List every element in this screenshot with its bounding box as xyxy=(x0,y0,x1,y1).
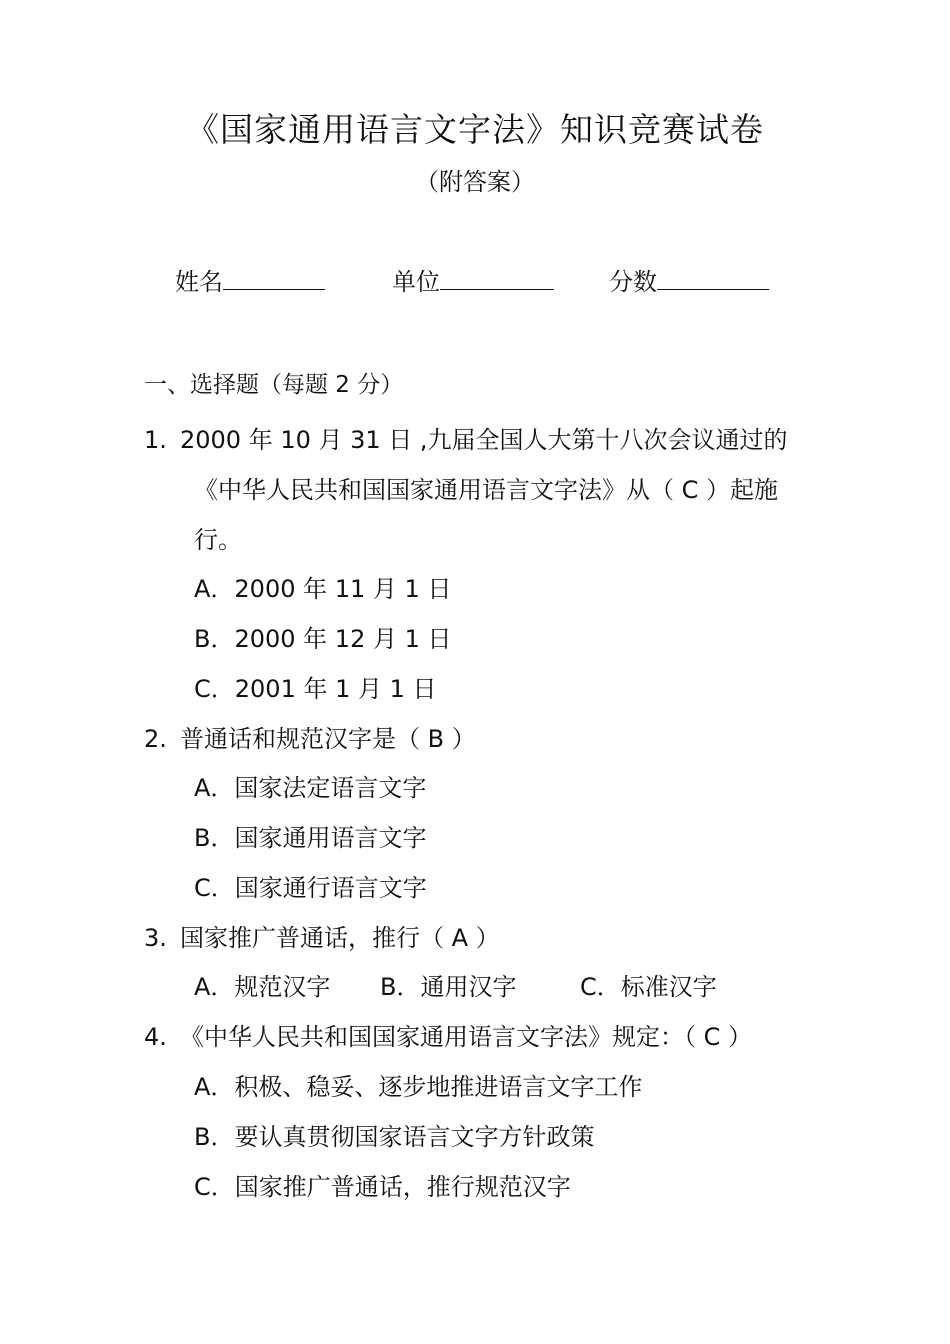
question-text: 《中华人民共和国国家通用语言文字法》规定：（ C ） xyxy=(180,1023,753,1051)
name-field xyxy=(175,262,325,297)
option-c: C．标准汉字 xyxy=(580,973,717,1001)
option-a: A．规范汉字 xyxy=(194,973,331,1001)
question-number: 1. xyxy=(144,426,167,454)
option-a: A．积极、稳妥、逐步地推进语言文字工作 xyxy=(194,1073,643,1101)
question-text: 国家推广普通话，推行（ A ） xyxy=(180,924,500,952)
question-text-continued: 《中华人民共和国国家通用语言文字法》从（ C ）起施 xyxy=(194,476,779,504)
option-b: B．要认真贯彻国家语言文字方针政策 xyxy=(194,1123,595,1151)
name-label: 姓名 xyxy=(175,268,223,296)
option-c: C．2001 年 1 月 1 日 xyxy=(194,675,437,703)
document-subtitle: （附答案） xyxy=(415,168,535,196)
section-heading: 一、选择题（每题 2 分） xyxy=(144,372,404,398)
option-b: B．通用汉字 xyxy=(380,973,517,1001)
unit-label: 单位 xyxy=(392,268,440,296)
question-text: 普通话和规范汉字是（ B ） xyxy=(180,725,476,753)
option-a: A．国家法定语言文字 xyxy=(194,774,427,802)
option-c: C．国家通行语言文字 xyxy=(194,874,427,902)
option-a: A．2000 年 11 月 1 日 xyxy=(194,575,452,603)
unit-field xyxy=(392,262,554,297)
document-title: 《国家通用语言文字法》知识竞赛试卷 xyxy=(186,110,764,149)
name-blank xyxy=(223,263,325,290)
option-b: B．国家通用语言文字 xyxy=(194,824,427,852)
score-blank xyxy=(657,263,769,290)
question-text-continued: 行。 xyxy=(194,526,242,554)
score-label: 分数 xyxy=(609,268,657,296)
score-field xyxy=(609,262,769,297)
option-c: C．国家推广普通话，推行规范汉字 xyxy=(194,1173,571,1201)
question-number: 4. xyxy=(144,1023,167,1051)
unit-blank xyxy=(440,263,554,290)
question-number: 3. xyxy=(144,924,167,952)
option-b: B．2000 年 12 月 1 日 xyxy=(194,625,452,653)
question-text: 2000 年 10 月 31 日 ,九届全国人大第十八次会议通过的 xyxy=(180,426,788,454)
question-number: 2. xyxy=(144,725,167,753)
